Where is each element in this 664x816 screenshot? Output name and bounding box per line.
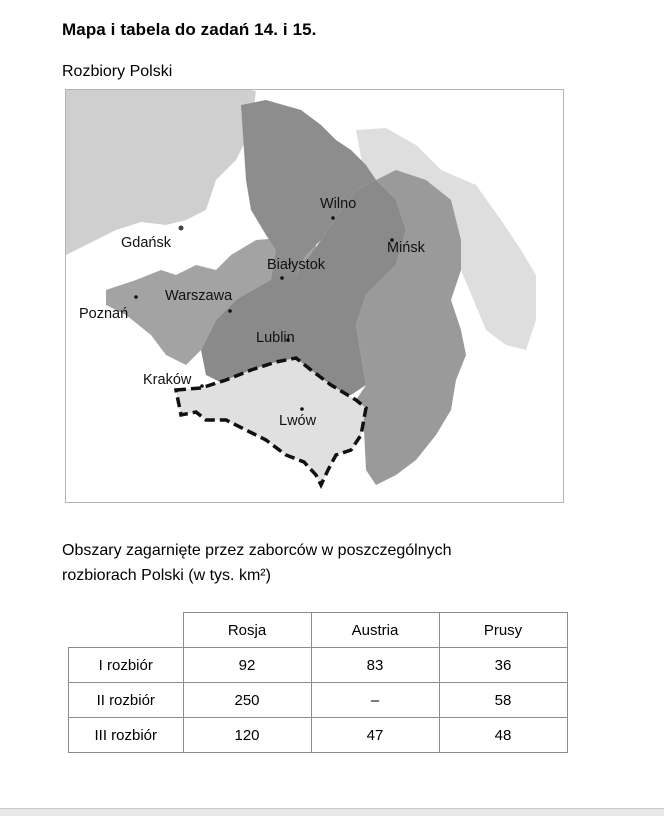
table-row <box>69 648 568 683</box>
map-graphic <box>66 90 563 502</box>
city-label-krakow: Kraków <box>143 372 192 388</box>
row-label: II rozbiór <box>69 683 184 718</box>
row-label: I rozbiór <box>69 648 184 683</box>
header-prusy: Prusy <box>439 613 567 648</box>
map-caption: Rozbiory Polski <box>62 63 173 80</box>
table-corner-cell <box>69 613 184 648</box>
city-label-minsk: Mińsk <box>387 240 425 256</box>
partitions-table <box>68 612 568 753</box>
city-dot-wilno <box>331 216 335 220</box>
city-label-warszawa: Warszawa <box>165 288 233 304</box>
cell-value: 58 <box>439 683 567 718</box>
city-dot-lwow <box>300 407 304 411</box>
header-austria: Austria <box>311 613 439 648</box>
map-land-northwest <box>66 90 256 255</box>
city-label-gdansk: Gdańsk <box>121 235 171 251</box>
city-dot-warszawa <box>228 309 232 313</box>
city-dot-bialystok <box>280 276 284 280</box>
cell-value: 120 <box>183 718 311 753</box>
table-caption <box>62 538 452 588</box>
city-label-lublin: Lublin <box>256 330 295 346</box>
cell-value: 48 <box>439 718 567 753</box>
city-dot-krakow <box>200 384 204 388</box>
city-dot-gdansk <box>179 226 184 231</box>
city-label-bialystok: Białystok <box>267 257 326 273</box>
cell-value: – <box>311 683 439 718</box>
table-caption-line-2: rozbiorach Polski (w tys. km²) <box>62 567 271 584</box>
city-label-wilno: Wilno <box>320 196 357 212</box>
page-heading: Mapa i tabela do zadań 14. i 15. <box>62 20 317 39</box>
table-row <box>69 683 568 718</box>
cell-value: 250 <box>183 683 311 718</box>
city-label-lwow: Lwów <box>279 413 317 429</box>
table-row <box>69 718 568 753</box>
cell-value: 36 <box>439 648 567 683</box>
header-rosja: Rosja <box>183 613 311 648</box>
row-label: III rozbiór <box>69 718 184 753</box>
cell-value: 47 <box>311 718 439 753</box>
city-dot-poznan <box>134 295 138 299</box>
cell-value: 83 <box>311 648 439 683</box>
table-header-row <box>69 613 568 648</box>
city-label-poznan: Poznań <box>79 306 129 322</box>
table-caption-line-1: Obszary zagarnięte przez zaborców w poszczególnych <box>62 542 452 559</box>
cell-value: 92 <box>183 648 311 683</box>
partitions-map <box>65 89 564 503</box>
